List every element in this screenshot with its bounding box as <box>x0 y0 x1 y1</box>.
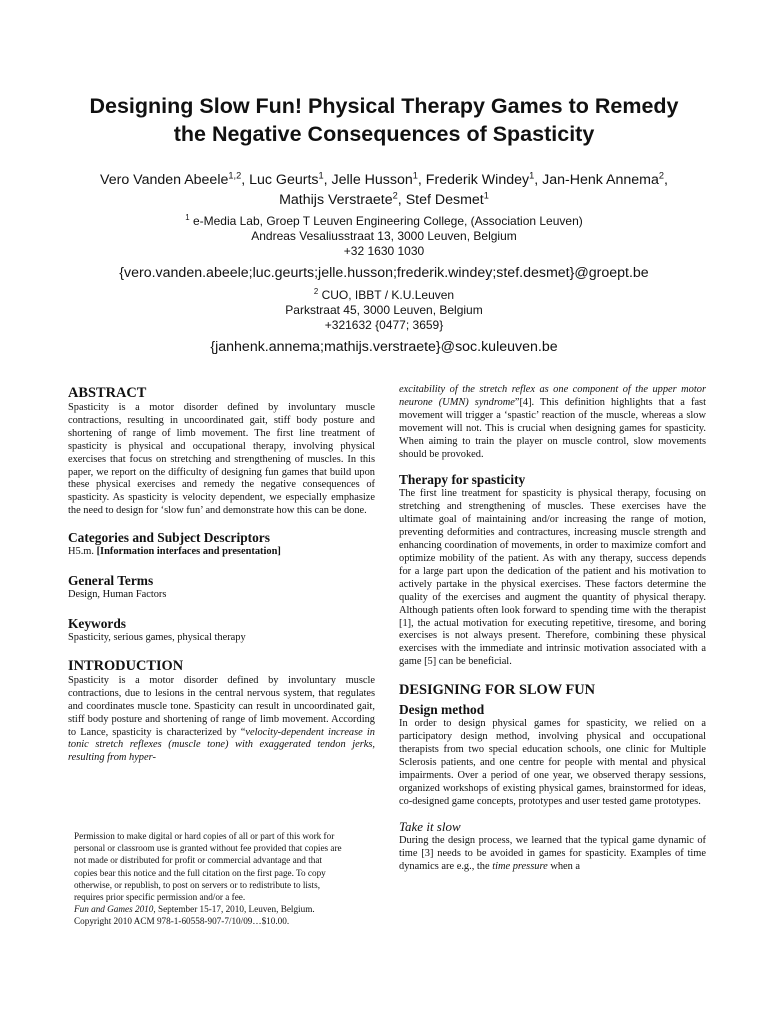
design-method-heading: Design method <box>399 702 485 718</box>
affiliation-1-phone: +32 1630 1030 <box>343 244 425 258</box>
therapy-text: The first line treatment for spasticity is physical therapy, focusing on stretching and strengthening of muscles. These exercises have the ultimate goal of maintaining and/or increasing the range of motion, preventing deformities and contractures, increasing muscle strength and enhancing coordination of movements, in order to maximize comfort and optimize mobility of the patient. As with any therapy, success depends for a large part upon the dedication of the patient and his motivation to actively partake in the physical exercises. These factors determine the quality of the exercises and augment the quantity of physical therapy. Although patients often look forward to spending time with the therapist [1], the actual motivation for executing repetitive, tiresome, and boring exercises is not always present. Therefore, combining these physical exercises with the immediate and intrinsic motivation associated with a game [5] can be beneficial. <box>399 488 706 668</box>
paper-title <box>40 92 728 148</box>
title-line-2: the Negative Consequences of Spasticity <box>173 122 595 146</box>
author-name: Jan-Henk Annema <box>542 172 659 188</box>
right-column <box>399 384 706 874</box>
author-name: Luc Geurts <box>249 172 319 188</box>
title-line-1: Designing Slow Fun! Physical Therapy Games to Remedy <box>89 94 679 118</box>
author-line-2 <box>40 190 728 210</box>
introduction-heading: INTRODUCTION <box>68 657 184 674</box>
author-separator: , <box>417 172 426 188</box>
general-terms-heading: General Terms <box>68 573 154 589</box>
keywords-heading: Keywords <box>68 615 127 631</box>
author-affiliation-mark: 1 <box>412 170 418 181</box>
permission-line: copies bear this notice and the full citation on the first page. To copy <box>74 867 326 878</box>
author-affiliation-mark: 1 <box>318 170 324 181</box>
time-pressure-term: time pressure <box>492 861 548 873</box>
author-name: Frederik Windey <box>425 172 530 188</box>
categories-code: H5.m. <box>68 546 97 558</box>
permission-line: requires prior specific permission and/or a fee. <box>74 892 246 903</box>
introduction-quote: velocity-dependent increase in tonic stretch reflexes (muscle tone) with exaggerated tendon jerks, resulting from hyper- <box>68 726 375 764</box>
design-method-text: In order to design physical games for spasticity, we relied on a participatory design method, involving physical and occupational therapists from two special education schools, one clinic for Multiple Sclerosis patients, and one centre for people with mental and physical impairments. Over a period of one year, we observed therapy sessions, organized workshops of existing physical games, brainstormed for ideas, co-designed game concepts, prototypes and user tested game prototypes. <box>399 718 706 807</box>
permission-line: Permission to make digital or hard copies of all or part of this work for <box>74 831 335 841</box>
general-terms-text: Design, Human Factors <box>68 589 167 601</box>
affiliation-2-name: $^2$ CUO, IBBT / K.U.Leuven <box>313 287 455 302</box>
permission-notice <box>74 830 374 928</box>
copyright-line: Copyright 2010 ACM 978-1-60558-907-7/10/09…$10.00. <box>74 916 290 927</box>
author-separator: , <box>397 192 406 208</box>
left-column <box>68 384 375 765</box>
author-separator: , <box>241 172 250 188</box>
author-name: Mathijs Verstraete <box>279 192 393 208</box>
categories-heading: Categories and Subject Descriptors <box>68 530 270 546</box>
abstract-text: Spasticity is a motor disorder defined by involuntary muscle contractions, resulting in uncoordinated gait, stiff body posture and shortening of range of limb movement. The first line treatment of spasticity is physical and occupational therapy, involving physical exercises that focus on stretching and strengthening of muscles. In this paper, we report on the difficulty of designing fun games that build upon these physical exercises and remedy the negative consequences of spasticity. As spasticity is velocity dependent, we especially emphasize the need to design for ‘slow fun’ and demonstrate how this can be done. <box>68 402 375 517</box>
author-list <box>40 170 728 210</box>
permission-line: personal or classroom use is granted without fee provided that copies are <box>74 843 342 854</box>
permission-line: otherwise, or republish, to post on servers or to redistribute to lists, <box>74 879 320 890</box>
abstract-heading: ABSTRACT <box>68 385 147 401</box>
author-affiliation-mark: 1,2 <box>228 170 242 181</box>
affiliation-2-address: Parkstraat 45, 3000 Leuven, Belgium <box>285 303 483 317</box>
author-name: Vero Vanden Abeele <box>100 172 229 188</box>
author-affiliation-mark: 2 <box>392 190 398 201</box>
permission-line: not made or distributed for profit or commercial advantage and that <box>74 855 322 866</box>
categories-text <box>68 546 375 559</box>
affiliation-1-name: $^1$ e-Media Lab, Groep T Leuven Engineering College, (Association Leuven) <box>185 213 583 228</box>
affiliation-2 <box>40 288 728 356</box>
affiliation-2-mark: 2 <box>313 287 319 296</box>
keywords-text: Spasticity, serious games, physical therapy <box>68 631 246 643</box>
affiliation-1-address: Andreas Vesaliusstraat 13, 3000 Leuven, Belgium <box>251 229 517 243</box>
categories-desc: [Information interfaces and presentation] <box>96 546 281 558</box>
intro-continued-text: excitability of the stretch reflex as one component of the upper motor neurone (UMN) syndrome”[4]. This definition highlights that a fast movement will trigger a ‘spastic’ reaction of the muscle, whereas a slow movement will not. This is crucial when designing games for spasticity. When aiming to train the player on muscle control, slow movements should be provoked. <box>399 384 706 460</box>
affiliation-2-email: {janhenk.annema;mathijs.verstraete}@soc.kuleuven.be <box>210 339 558 355</box>
author-separator: , <box>534 172 543 188</box>
author-affiliation-mark: 1 <box>483 190 489 201</box>
affiliation-2-phone: +321632 {0477; 3659} <box>324 318 444 332</box>
author-affiliation-mark: 2 <box>658 170 664 181</box>
conference-venue: Fun and Games 2010, September 15-17, 2010, Leuven, Belgium. <box>74 904 315 915</box>
affiliation-1-mark: 1 <box>185 213 190 222</box>
affiliation-1-email: {vero.vanden.abeele;luc.geurts;jelle.husson;frederik.windey;stef.desmet}@groept.be <box>119 265 649 281</box>
author-separator: , <box>664 172 668 188</box>
intro-continued-quote: excitability of the stretch reflex as one component of the upper motor neurone (UMN) syndrome <box>399 384 706 408</box>
affiliation-1 <box>40 214 728 282</box>
author-separator: , <box>323 172 332 188</box>
take-it-slow-heading: Take it slow <box>399 819 461 835</box>
author-affiliation-mark: 1 <box>529 170 535 181</box>
author-line-1 <box>40 170 728 190</box>
designing-heading: DESIGNING FOR SLOW FUN <box>399 682 596 699</box>
therapy-heading: Therapy for spasticity <box>399 472 526 488</box>
introduction-text: Spasticity is a motor disorder defined by involuntary muscle contractions, due to lesions in the central nervous system, that regulates and coordinates muscle tone. Spasticity can result in uncoordinated gait, stiff body posture and shortening of range of limb movement. According to Lance, spasticity is characterized by “velocity-dependent increase in tonic stretch reflexes (muscle tone) with exaggerated tendon jerks, resulting from hyper- <box>68 674 375 764</box>
take-it-slow-text: During the design process, we learned that the typical game dynamic of time [3] needs to be avoided in games for spasticity. Examples of time dynamics are e.g., the time pressure when a <box>399 835 706 873</box>
author-name: Stef Desmet <box>405 192 484 208</box>
author-name: Jelle Husson <box>331 172 413 188</box>
